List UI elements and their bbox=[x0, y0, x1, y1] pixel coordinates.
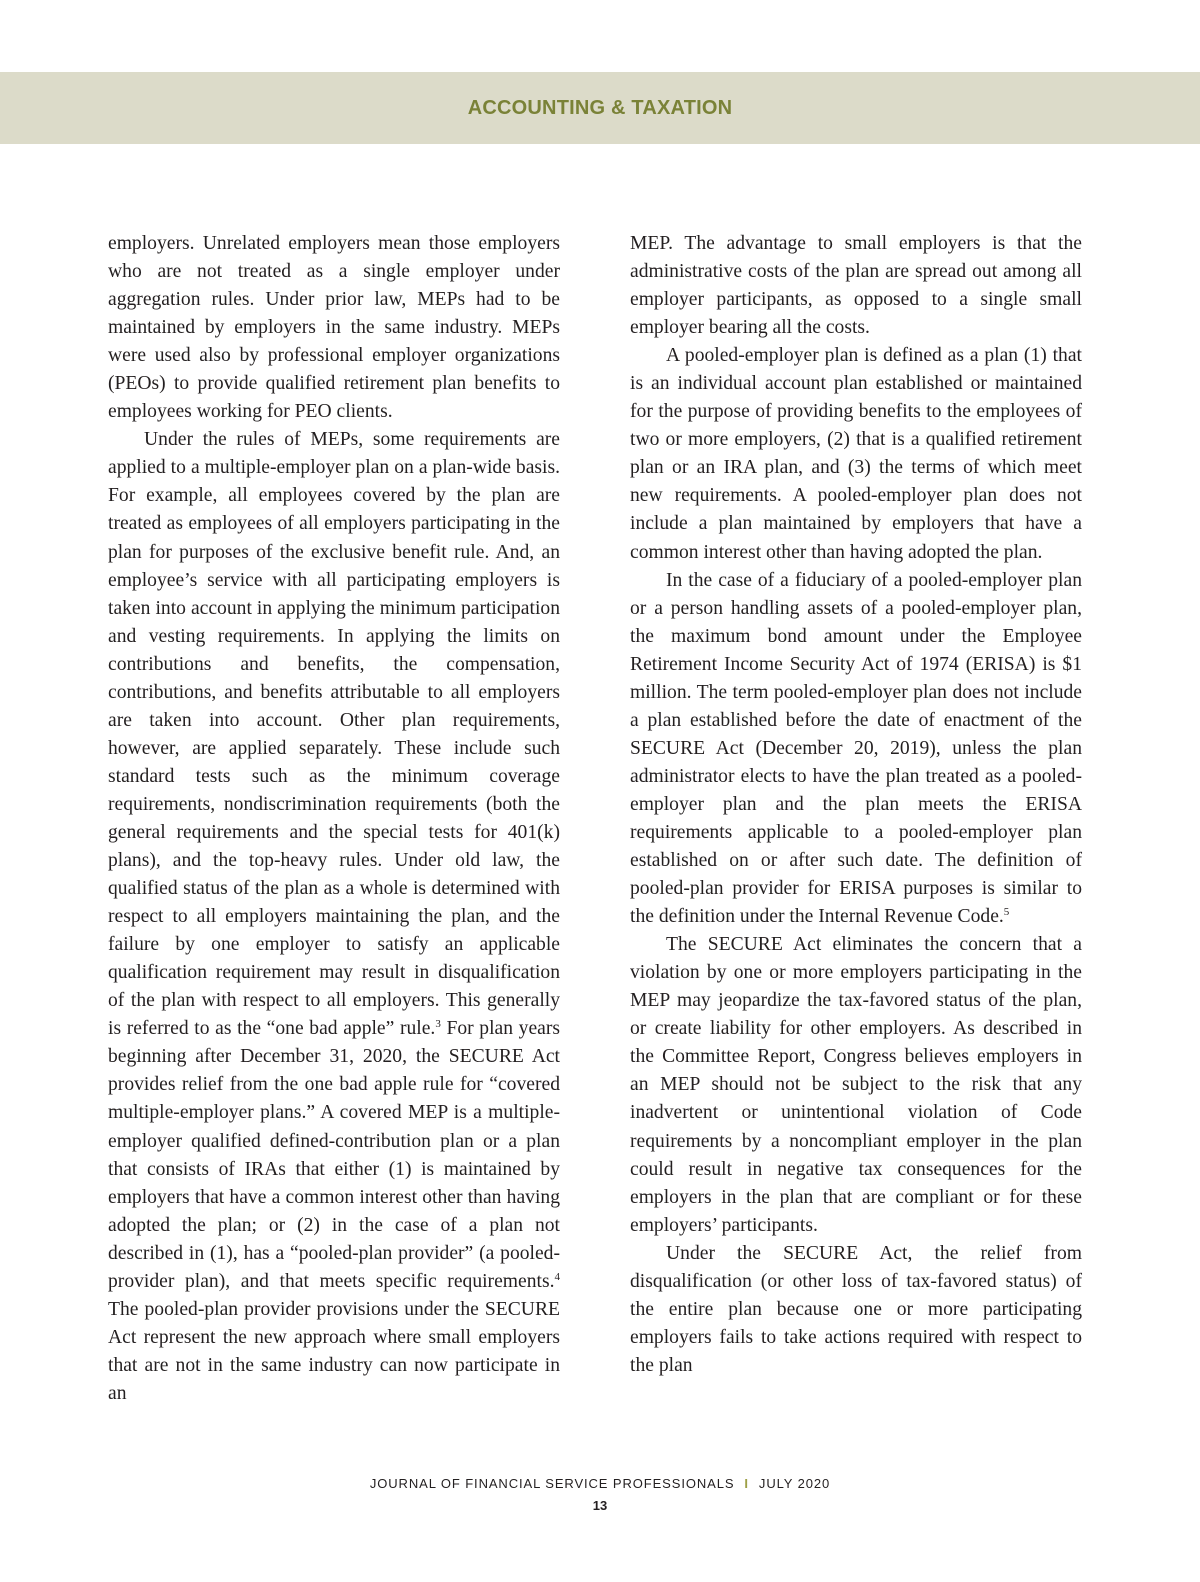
footer-line bbox=[0, 1474, 1200, 1494]
section-header-band bbox=[0, 72, 1200, 144]
issue-date: JULY 2020 bbox=[758, 1476, 831, 1491]
footnote-ref-3: 3 bbox=[435, 1018, 441, 1031]
right-paragraph-4: The SECURE Act eliminates the concern that a violation by one or more employers participating in the MEP may jeopardize the tax-favored status of the plan, or create liability for other employers. As described in the Committee Report, Congress believes employers in an MEP should not be subject to the risk that any inadvertent or unintentional violation of Code requirements by a noncompliant employer in the plan could result in negative tax consequences for the employers in the plan that are compliant or for these employers’ participants. bbox=[630, 934, 1082, 1236]
right-paragraph-3-text: In the case of a fiduciary of a pooled-employer plan or a person handling assets of a pooled-employer plan, the maximum bond amount under the Employee Retirement Income Security Act of 1974 (ERISA) is $1 million. The term pooled-employer plan does not include a plan established before the date of enactment of the SECURE Act (December 20, 2019), unless the plan administrator elects to have the plan treated as a pooled-employer plan and the plan meets the ERISA requirements applicable to a pooled-employer plan established on or after such date. The definition of pooled-plan provider for ERISA purposes is similar to the definition under the Internal Revenue Code. bbox=[630, 569, 1082, 928]
right-paragraph-3 bbox=[630, 567, 1082, 932]
left-paragraph-2 bbox=[108, 426, 560, 1408]
right-paragraph-2: A pooled-employer plan is defined as a plan (1) that is an individual account plan established or maintained for the purpose of providing benefits to the employees of two or more employers, (2) that is a qualified retirement plan or an IRA plan, and (3) the terms of which meet new requirements. A pooled-employer plan does not include a plan maintained by employers that have a common interest other than having adopted the plan. bbox=[630, 345, 1082, 563]
right-column bbox=[630, 230, 1082, 1380]
section-title: ACCOUNTING & TAXATION bbox=[467, 96, 733, 119]
page-footer bbox=[0, 1474, 1200, 1518]
footnote-ref-4: 4 bbox=[554, 1270, 560, 1283]
right-paragraph-1: MEP. The advantage to small employers is that the administrative costs of the plan are spread out among all employer participants, as opposed to a single small employer bearing all the costs. bbox=[630, 233, 1082, 339]
left-paragraph-2-part-b: For plan years beginning after December 31, 2020, the SECURE Act provides relief from the one bad apple rule for “covered multiple-employer plans.” A covered MEP is a multiple-employer qualified defined-contribution plan or a plan that consists of IRAs that either (1) is maintained by employers that have a common interest other than having adopted the plan; or (2) in the case of a plan not described in (1), has a “pooled-plan provider” (a pooled-provider plan), and that meets specific requirements. bbox=[108, 1018, 560, 1292]
footnote-ref-5: 5 bbox=[1003, 906, 1010, 919]
page-number: 13 bbox=[592, 1498, 608, 1513]
left-paragraph-2-part-a: Under the rules of MEPs, some requirements are applied to a multiple-employer plan on a plan-wide basis. For example, all employees covered by the plan are treated as employees of all employers participating in the plan for purposes of the exclusive benefit rule. And, an employee’s service with all participating employers is taken into account in applying the minimum participation and vesting requirements. In applying the limits on contributions and benefits, the compensation, contributions, and benefits attributable to all employers are taken into account. Other plan requirements, however, are applied separately. These include such standard tests such as the minimum coverage requirements, nondiscrimination requirements (both the general requirements and the special tests for 401(k) plans), and the top-heavy rules. Under old law, the qualified status of the plan as a whole is determined with respect to all employers maintaining the plan, and the failure by one employer to satisfy an applicable qualification requirement may result in disqualification of the plan with respect to all employers. This generally is referred to as the “one bad apple” rule. bbox=[108, 429, 560, 1040]
journal-name: JOURNAL OF FINANCIAL SERVICE PROFESSIONALS bbox=[369, 1476, 735, 1491]
left-paragraph-2-part-c: The pooled-plan provider provisions under the SECURE Act represent the new approach where small employers that are not in the same industry can now participate in an bbox=[108, 1298, 560, 1404]
left-paragraph-1: employers. Unrelated employers mean those employers who are not treated as a single employer under aggregation rules. Under prior law, MEPs had to be maintained by employers in the same industry. MEPs were used also by professional employer organizations (PEOs) to provide qualified retirement plan benefits to employees working for PEO clients. bbox=[108, 233, 560, 423]
left-column bbox=[108, 230, 560, 1408]
right-paragraph-5: Under the SECURE Act, the relief from disqualification (or other loss of tax-favored status) of the entire plan because one or more participating employers fails to take actions required with respect to the plan bbox=[630, 1242, 1082, 1376]
footer-separator: I bbox=[744, 1476, 749, 1491]
